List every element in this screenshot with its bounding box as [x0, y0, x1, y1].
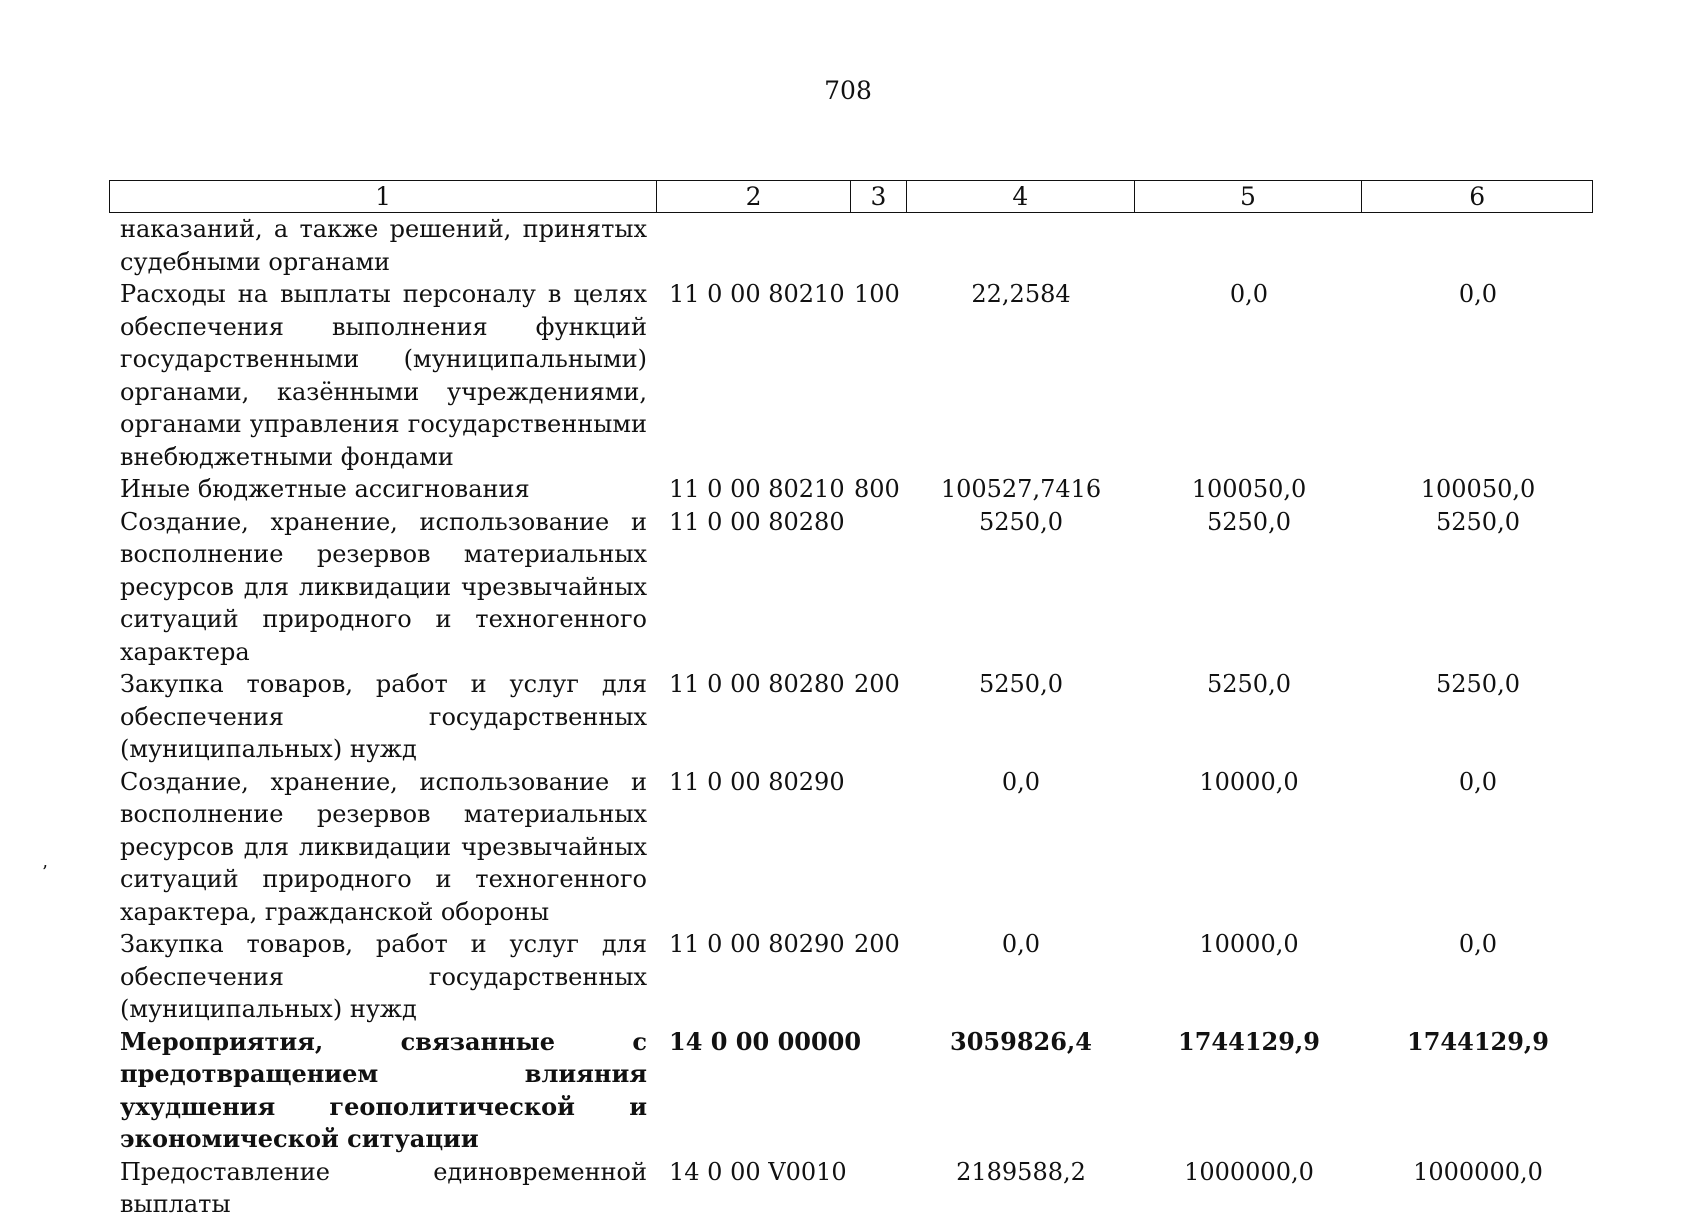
- row-expense-type: [851, 1156, 907, 1221]
- row-description: Создание, хранение, использование и восполнение резервов материальных ресурсов для ликвидации чрезвычайных ситуаций природного и техногенного характера: [120, 507, 647, 666]
- table-header: [109, 180, 1593, 213]
- row-description: Предоставление единовременной выплаты: [120, 1157, 647, 1218]
- row-code: 11 0 00 80290: [669, 767, 845, 796]
- row-value-col5: 0,0: [1229, 280, 1269, 308]
- row-value-col4: 5250,0: [979, 507, 1063, 536]
- row-value-col6: 5250,0: [1436, 507, 1520, 536]
- row-description: Создание, хранение, использование и восполнение резервов материальных ресурсов для ликвидации чрезвычайных ситуаций природного и техногенного характера, гражданской обороны: [120, 767, 647, 926]
- row-value-col5: 1744129,9: [1178, 1026, 1320, 1056]
- row-value-col6: 100050,0: [1420, 475, 1536, 503]
- column-header-5: 5: [1135, 181, 1363, 212]
- column-header-4: 4: [907, 181, 1135, 212]
- row-expense-type: 800: [854, 475, 900, 503]
- row-expense-type: [851, 1026, 907, 1156]
- row-description: наказаний, а также решений, принятых судебными органами: [120, 215, 647, 276]
- row-value-col4: 5250,0: [979, 670, 1063, 698]
- row-value-col6: 5250,0: [1436, 670, 1520, 698]
- row-value-col5: 10000,0: [1199, 930, 1299, 958]
- column-header-2: 2: [657, 181, 851, 212]
- row-code: 11 0 00 80280: [669, 670, 845, 698]
- row-code: 11 0 00 80290: [669, 930, 845, 958]
- row-code: 14 0 00 V0010: [669, 1157, 847, 1186]
- row-code: 14 0 00 00000: [669, 1026, 862, 1056]
- row-expense-type: [851, 213, 907, 278]
- row-value-col4: 3059826,4: [950, 1026, 1092, 1056]
- table-row: [109, 213, 1593, 278]
- row-expense-type: [851, 766, 907, 929]
- scan-speck-mark: ’: [42, 862, 48, 883]
- row-description: Иные бюджетные ассигнования: [120, 475, 530, 503]
- row-value-col6: [1363, 213, 1593, 278]
- row-expense-type: 200: [854, 930, 900, 958]
- row-value-col4: 0,0: [1001, 767, 1041, 796]
- table-row: [109, 928, 1593, 1026]
- column-header-3: 3: [851, 181, 907, 212]
- row-value-col6: 1744129,9: [1407, 1026, 1549, 1056]
- table-body: [109, 213, 1593, 1221]
- row-value-col4: [907, 213, 1135, 278]
- column-header-1: 1: [110, 181, 657, 212]
- row-value-col5: 10000,0: [1199, 767, 1299, 796]
- row-code: [657, 213, 851, 278]
- row-value-col5: 5250,0: [1207, 507, 1291, 536]
- table-row: [109, 278, 1593, 473]
- row-expense-type: 200: [854, 670, 900, 698]
- row-description: Расходы на выплаты персоналу в целях обеспечения выполнения функций государственными (муниципальными) органами, казёнными учреждениями, органами управления государственными внебюджетными фондами: [120, 280, 647, 471]
- table-row: [109, 766, 1593, 929]
- table-row: [109, 668, 1593, 766]
- column-header-6: 6: [1469, 182, 1486, 211]
- row-expense-type: [851, 506, 907, 669]
- row-value-col4: 0,0: [1001, 930, 1041, 958]
- row-code: 11 0 00 80210: [669, 280, 845, 308]
- row-value-col6: 0,0: [1458, 930, 1498, 958]
- row-value-col4: 100527,7416: [940, 475, 1102, 503]
- row-code: 11 0 00 80280: [669, 507, 845, 536]
- row-value-col5: [1135, 213, 1363, 278]
- row-value-col5: 1000000,0: [1184, 1157, 1314, 1186]
- row-description: Закупка товаров, работ и услуг для обеспечения государственных (муниципальных) нужд: [120, 670, 647, 763]
- row-description: Мероприятия, связанные с предотвращением влияния ухудшения геополитической и экономической ситуации: [120, 1026, 647, 1153]
- table-row-section-total: [109, 1026, 1593, 1156]
- row-value-col4: 22,2584: [971, 280, 1071, 308]
- table-row: [109, 1156, 1593, 1221]
- row-value-col6: 0,0: [1458, 280, 1498, 308]
- table-row: [109, 473, 1593, 506]
- page-number: 708: [824, 76, 872, 105]
- row-code: 11 0 00 80210: [669, 475, 845, 503]
- table-row: [109, 506, 1593, 669]
- row-description: Закупка товаров, работ и услуг для обеспечения государственных (муниципальных) нужд: [120, 930, 647, 1023]
- row-value-col5: 100050,0: [1191, 475, 1307, 503]
- row-expense-type: 100: [854, 280, 900, 308]
- row-value-col5: 5250,0: [1207, 670, 1291, 698]
- row-value-col6: 0,0: [1458, 767, 1498, 796]
- row-value-col6: 1000000,0: [1413, 1157, 1543, 1186]
- row-value-col4: 2189588,2: [956, 1157, 1086, 1186]
